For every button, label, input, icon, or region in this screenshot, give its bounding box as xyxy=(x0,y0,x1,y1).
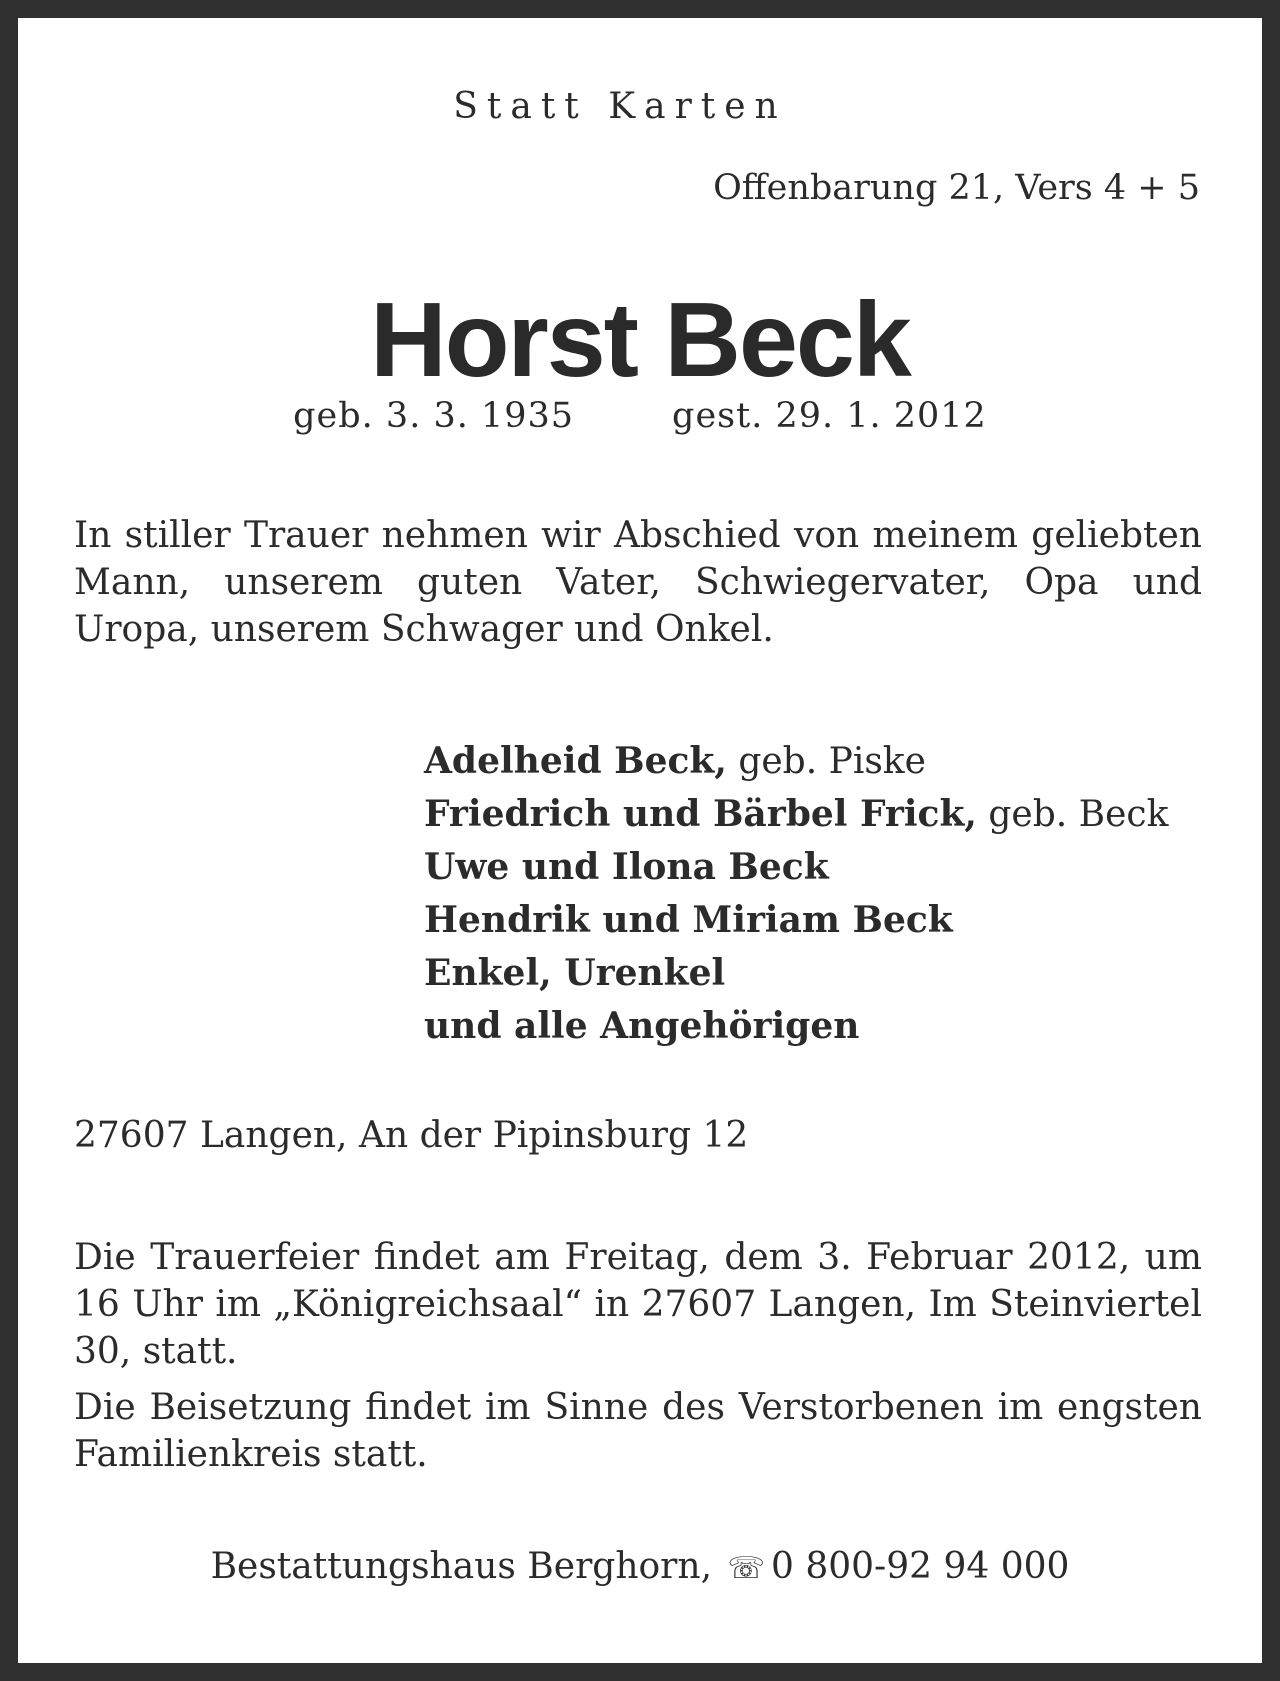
family-member xyxy=(424,947,1168,1000)
family-member-name: Adelheid Beck, xyxy=(424,740,727,782)
deceased-name: Horst Beck xyxy=(370,281,910,399)
telephone-icon: ☏ xyxy=(727,1551,765,1586)
statt-karten-heading: Statt Karten xyxy=(453,86,787,127)
family-member-name: Hendrik und Miriam Beck xyxy=(424,899,953,941)
life-dates xyxy=(0,396,1280,436)
family-member-name: Uwe und Ilona Beck xyxy=(424,846,829,888)
bible-verse-reference: Offenbarung 21, Vers 4 + 5 xyxy=(713,168,1200,208)
burial-text: Die Beisetzung findet im Sinne des Verstorbenen im engsten Familienkreis statt. xyxy=(74,1387,1202,1475)
family-address: 27607 Langen, An der Pipinsburg 12 xyxy=(74,1115,749,1156)
family-member-name: und alle Angehörigen xyxy=(424,1005,860,1047)
family-list xyxy=(424,735,1168,1053)
family-member xyxy=(424,735,1168,788)
family-member xyxy=(424,894,1168,947)
death-date: gest. 29. 1. 2012 xyxy=(672,396,987,436)
family-member xyxy=(424,841,1168,894)
funeral-home-name: Bestattungshaus Berghorn, xyxy=(210,1546,713,1587)
family-member xyxy=(424,1000,1168,1053)
birth-date: geb. 3. 3. 1935 xyxy=(293,396,575,436)
family-member xyxy=(424,788,1168,841)
funeral-home-phone: 0 800-92 94 000 xyxy=(770,1546,1070,1587)
mourning-text: In stiller Trauer nehmen wir Abschied von meinem geliebten Mann, unserem guten Vater, Schwiegervater, Opa und Uropa, unserem Schwager und Onkel. xyxy=(74,515,1202,650)
funeral-service-text: Die Trauerfeier findet am Freitag, dem 3. Februar 2012, um 16 Uhr im „Königreichsaal“ in 27607 Langen, Im Steinviertel 30, statt. xyxy=(74,1237,1202,1372)
family-member-note: geb. Piske xyxy=(726,741,926,782)
family-member-name: Friedrich und Bärbel Frick, xyxy=(424,793,977,835)
family-member-name: Enkel, Urenkel xyxy=(424,952,726,994)
family-member-note: geb. Beck xyxy=(976,794,1169,835)
funeral-home-footer xyxy=(0,1546,1280,1587)
